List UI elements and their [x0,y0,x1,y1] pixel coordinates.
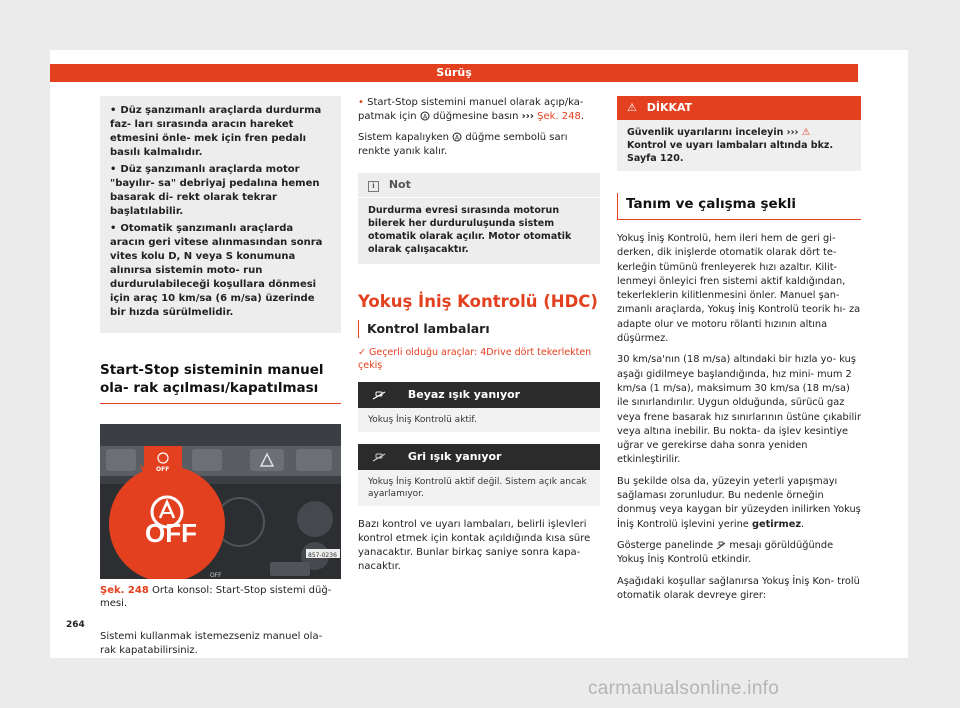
svg-text:A: A [422,113,427,121]
bullet-text-post: . [580,111,585,122]
hill-descent-icon [716,540,726,550]
lamp-header [358,444,600,470]
lamp-body: Yokuş İniş Kontrolü aktif değil. Sistem açık ancak ayarlamıyor. [358,470,600,506]
column-2 [358,96,600,581]
hill-descent-icon [372,390,386,400]
warning-header [617,96,861,120]
photo-bottom-off-label: OFF [210,572,222,579]
p3-post: . [801,518,805,530]
lamp-box-white [358,382,600,432]
p4-pre: Gösterge panelinde [617,539,714,551]
hdc-title: Yokuş İniş Kontrolü (HDC) [358,292,598,311]
note-body: Durdurma evresi sırasında motorun bilerek her durduruluşunda sistem otomatik olarak açılır. Motor otomatik olarak çalışacaktır. [358,198,600,264]
photo-code: 857-0236 [308,552,337,559]
body-text: 30 km/sa'nın (18 m/sa) altındaki bir hızla yo- kuş aşağı gidilmeye başlandığında, hız mini- mum 2 km/sa (1 m/sa), maksimum 30 km/sa (18 m/sa) ile sınırlandırılır. Uygun olduğunda, sürücü gaz veya frene basarak hız sınırlarının üstüne çıkabilir veya altına inebilir. Bu nokta- da işlev kesintiye uğrar ve gerekirse daha sonra yeniden etkinleştirilir. [617,354,861,466]
console-photo [100,424,341,579]
hill-descent-icon [372,452,386,462]
figure-caption-text: Orta konsol: Start-Stop sistemi düğ- mesi. [100,585,332,609]
body-text: Bazı kontrol ve uyarı lambaları, belirli işlevleri kontrol etmek için kontak açıldığında kısa süre yanacaktır. Bunlar birkaç saniye sonra kapa- nacaktır. [358,519,591,572]
p2-pre: Sistem kapalıyken [358,132,449,143]
bullet-item: • Otomatik şanzımanlı araçlarda aracın geri vitese alınmasından sonra vites kolu D, N veya S konumuna alınırsa sistemin moto- run durdurulabileceği koşullara dönmesi için araç 10 km/sa (6 m/sa) üzerinde bir hızda sürülmelidir. [110,222,331,320]
column-1 [100,96,341,665]
body-text [617,539,861,568]
bullet-text-pre: Start-Stop sistemini manuel olarak açıp/ka- patmak için [358,97,584,122]
warning-body [617,120,861,171]
figure-caption [100,584,341,610]
bullet-start-stop: • Start-Stop sistemini manuel olarak açıp/ka- patmak için A düğmesine basın ››› Şek. 248. [358,97,585,122]
body-text: Yokuş İniş Kontrolü, hem ileri hem de geri gi- derken, dik inişlerde otomatik olarak dört te- kerleğin tümünü frenleyerek hızı azaltır. Kilit- lenmeyi önleyici fren sistemi aktif kaldığından, tekerleklerin kilitlenmesini önler. Manuel şan- zımanlı araçlarda, Yokuş İniş Kontrolü teorik hı- za adapte olur ve motoru rölanti hızının altına düşürmez. [617,233,861,345]
warning-text-pre: Güvenlik uyarılarını inceleyin [627,127,784,138]
p3-pre: Bu şekilde olsa da, yüzeyin yeterli yapışmayı sağlaması zorunludur. Bu nedenle örneğin donmuş veya kaygan bir yüzeyden inilirken Yokuş İniş Kontrolü işlevini yerine [617,475,861,530]
note-header [358,173,600,198]
photo-big-off-label: OFF [145,518,197,548]
watermark: carmanualsonline.info [588,678,780,699]
figure-ref-link[interactable]: Şek. 248 [537,111,581,122]
body-text [617,475,861,532]
lamps-title: Kontrol lambaları [358,320,600,338]
applies-text: Geçerli olduğu araçlar: 4Drive dört tekerlekten çekiş [358,347,592,371]
warning-triangle-icon: ⚠ [627,101,637,114]
warning-box [617,96,861,171]
photo-small-off-label: OFF [156,466,170,473]
warning-title: DİKKAT [646,101,693,114]
section-heading: Tanım ve çalışma şekli [617,193,861,220]
check-icon: ✓ [358,347,366,358]
p2-post: düğme sembolü sarı renkte yanık kalır. [358,132,568,157]
info-icon: i [368,181,379,192]
console-illustration [100,424,341,579]
start-stop-icon [452,132,462,142]
column-3 [617,96,861,610]
body-block [617,232,861,603]
note-box [358,173,600,264]
body-text: Sistemi kullanmak istemezseniz manuel ola- rak kapatabilirsiniz. [100,631,323,656]
start-stop-icon [420,111,430,121]
note-title: Not [388,178,411,191]
section-heading: Start-Stop sisteminin manuel ola- rak açılması/kapatılması [100,361,341,404]
ref-arrows: ››› [786,127,799,138]
bullet-item: • Düz şanzımanlı araçlarda motor "bayılır- sa" debriyaj pedalına hemen basarak di- rekt olarak tekrar başlatılabilir. [110,163,331,219]
bullet-item: • Düz şanzımanlı araçlarda durdurma faz- ları sırasında aracın hareket etmesini önle- mek için fren pedalı basılı kalmalıdır. [110,104,331,160]
warning-triangle-icon: ⚠ [801,127,811,138]
bullet-text-mid: düğmesine basın [433,111,519,122]
body-text [358,131,600,159]
figure-ref: Şek. 248 [100,585,149,596]
p3-bold: getirmez [751,518,802,530]
notes-box [100,96,341,333]
ref-arrows: ››› [521,111,534,122]
warning-text-post: Kontrol ve uyarı lambaları altında bkz. Sayfa 120. [627,140,834,164]
lamp-body: Yokuş İniş Kontrolü aktif. [358,408,600,432]
lamp-box-gray [358,444,600,506]
p4-post: mesajı görüldüğünde Yokuş İniş Kontrolü etkindir. [617,539,834,566]
lamp-header [358,382,600,408]
section-header: Sürüş [50,64,858,82]
body-text: Aşağıdaki koşullar sağlanırsa Yokuş İniş Kon- trolü otomatik olarak devreye girer: [617,575,860,601]
applies-to [358,346,600,372]
svg-text:A: A [455,134,460,142]
lamp-title: Beyaz ışık yanıyor [407,388,521,401]
lamp-title: Gri ışık yanıyor [407,450,502,463]
page-number: 264 [66,620,85,630]
